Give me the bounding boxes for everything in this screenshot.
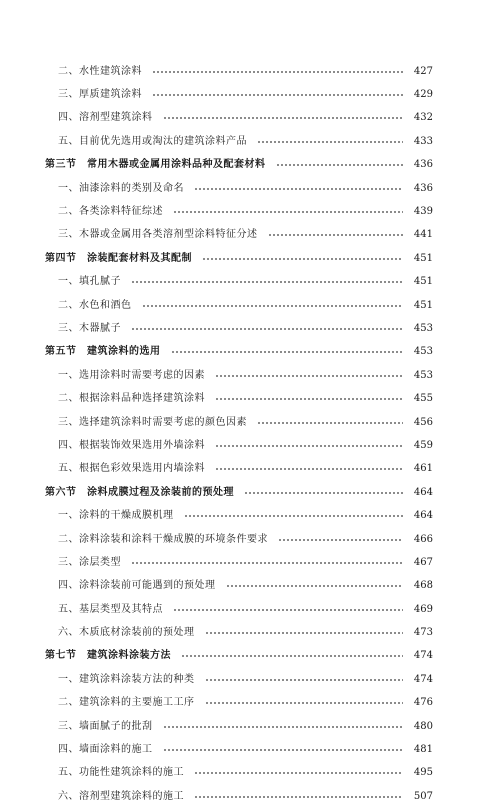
toc-page-number: 480 (413, 720, 433, 732)
toc-entry-title: 五、功能性建筑涂料的施工 (58, 767, 184, 779)
toc-item-row (0, 177, 477, 200)
dot-leader (173, 207, 403, 217)
toc-page-number: 436 (413, 159, 433, 171)
toc-entry-title: 一、选用涂料时需要考虑的因素 (58, 369, 205, 381)
toc-page-number: 461 (413, 463, 433, 475)
dot-leader (257, 137, 403, 147)
toc-item-row (0, 364, 477, 387)
toc-entry-title: 二、建筑涂料的主要施工工序 (58, 697, 195, 709)
dot-leader (181, 651, 403, 661)
table-of-contents (0, 60, 477, 809)
dot-leader (131, 324, 403, 334)
toc-page-number: 466 (413, 533, 433, 545)
toc-page-number: 441 (413, 229, 433, 241)
toc-section-row (0, 247, 477, 270)
toc-page-number: 467 (413, 556, 433, 568)
toc-page-number: 451 (413, 276, 433, 288)
toc-section-row (0, 645, 477, 668)
dot-leader (215, 371, 403, 381)
toc-page-number: 468 (413, 580, 433, 592)
toc-item-row (0, 738, 477, 761)
toc-entry-title: 五、基层类型及其特点 (58, 603, 163, 615)
toc-item-row (0, 762, 477, 785)
toc-page-number: 453 (413, 369, 433, 381)
toc-entry-title: 二、根据涂料品种选择建筑涂料 (58, 393, 205, 405)
toc-item-row (0, 434, 477, 457)
dot-leader (152, 90, 403, 100)
dot-leader (215, 464, 403, 474)
toc-entry-title: 第六节 涂料成膜过程及涂装前的预处理 (45, 486, 234, 498)
toc-section-row (0, 154, 477, 177)
dot-leader (194, 792, 403, 802)
toc-item-row (0, 458, 477, 481)
dot-leader (205, 628, 404, 638)
toc-item-row (0, 692, 477, 715)
toc-entry-title: 二、涂料涂装和涂料干燥成膜的环境条件要求 (58, 533, 268, 545)
toc-entry-title: 三、厚质建筑涂料 (58, 89, 142, 101)
toc-page-number: 474 (413, 673, 433, 685)
toc-page-number: 439 (413, 206, 433, 218)
toc-item-row (0, 200, 477, 223)
toc-entry-title: 五、根据色彩效果选用内墙涂料 (58, 463, 205, 475)
toc-entry-title: 六、木质底材涂装前的预处理 (58, 627, 195, 639)
dot-leader (194, 768, 403, 778)
toc-page-number: 436 (413, 182, 433, 194)
dot-leader (142, 301, 404, 311)
toc-page-number: 481 (413, 744, 433, 756)
toc-page-number: 433 (413, 135, 433, 147)
toc-page-number: 427 (413, 65, 433, 77)
toc-page-number: 453 (413, 346, 433, 358)
toc-entry-title: 第三节 常用木器或金属用涂料品种及配套材料 (45, 159, 266, 171)
toc-entry-title: 第五节 建筑涂料的选用 (45, 346, 161, 358)
toc-page-number: 429 (413, 89, 433, 101)
toc-entry-title: 四、涂料涂装前可能遇到的预处理 (58, 580, 216, 592)
toc-item-row (0, 130, 477, 153)
toc-item-row (0, 317, 477, 340)
toc-item-row (0, 598, 477, 621)
toc-entry-title: 二、水色和酒色 (58, 299, 132, 311)
toc-item-row (0, 387, 477, 410)
toc-page-number: 451 (413, 299, 433, 311)
toc-page-number: 464 (413, 486, 433, 498)
dot-leader (215, 394, 403, 404)
toc-item-row (0, 60, 477, 83)
dot-leader (205, 698, 404, 708)
toc-page-number: 451 (413, 252, 433, 264)
toc-entry-title: 四、溶剂型建筑涂料 (58, 112, 153, 124)
dot-leader (184, 511, 404, 521)
toc-item-row (0, 271, 477, 294)
toc-entry-title: 三、选择建筑涂料时需要考虑的颜色因素 (58, 416, 247, 428)
toc-item-row (0, 575, 477, 598)
toc-item-row (0, 107, 477, 130)
toc-page-number: 432 (413, 112, 433, 124)
toc-item-row (0, 551, 477, 574)
toc-item-row (0, 504, 477, 527)
toc-page-number: 473 (413, 627, 433, 639)
dot-leader (257, 418, 403, 428)
toc-page-number: 453 (413, 322, 433, 334)
toc-item-row (0, 83, 477, 106)
toc-entry-title: 三、木器或金属用各类溶剂型涂料特征分述 (58, 229, 258, 241)
toc-entry-title: 二、各类涂料特征综述 (58, 206, 163, 218)
toc-page-number: 459 (413, 439, 433, 451)
toc-entry-title: 六、溶剂型建筑涂料的施工 (58, 790, 184, 802)
toc-item-row (0, 621, 477, 644)
toc-entry-title: 四、墙面涂料的施工 (58, 744, 153, 756)
toc-entry-title: 二、水性建筑涂料 (58, 65, 142, 77)
toc-page-number: 464 (413, 510, 433, 522)
toc-entry-title: 四、根据装饰效果选用外墙涂料 (58, 439, 205, 451)
toc-entry-title: 三、木器腻子 (58, 322, 121, 334)
toc-page-number: 474 (413, 650, 433, 662)
dot-leader (215, 441, 403, 451)
dot-leader (163, 745, 404, 755)
toc-entry-title: 三、涂层类型 (58, 556, 121, 568)
dot-leader (268, 230, 404, 240)
toc-page-number: 476 (413, 697, 433, 709)
toc-item-row (0, 411, 477, 434)
toc-entry-title: 第七节 建筑涂料涂装方法 (45, 650, 171, 662)
toc-section-row (0, 341, 477, 364)
toc-section-row (0, 481, 477, 504)
toc-entry-title: 第四节 涂装配套材料及其配制 (45, 252, 192, 264)
toc-entry-title: 三、墙面腻子的批刮 (58, 720, 153, 732)
toc-entry-title: 五、目前优先选用或淘汰的建筑涂料产品 (58, 135, 247, 147)
dot-leader (244, 488, 403, 498)
dot-leader (205, 675, 404, 685)
dot-leader (173, 605, 403, 615)
dot-leader (202, 254, 403, 264)
toc-item-row (0, 785, 477, 808)
dot-leader (276, 160, 404, 170)
toc-page-number: 455 (413, 393, 433, 405)
dot-leader (194, 184, 403, 194)
toc-page-number: 456 (413, 416, 433, 428)
toc-entry-title: 一、涂料的干燥成膜机理 (58, 510, 174, 522)
toc-entry-title: 一、填孔腻子 (58, 276, 121, 288)
toc-item-row (0, 294, 477, 317)
toc-page-number: 507 (413, 790, 433, 802)
toc-item-row (0, 668, 477, 691)
dot-leader (226, 581, 404, 591)
dot-leader (131, 277, 403, 287)
dot-leader (163, 113, 404, 123)
dot-leader (152, 67, 403, 77)
toc-entry-title: 一、建筑涂料涂装方法的种类 (58, 673, 195, 685)
toc-item-row (0, 528, 477, 551)
toc-page-number: 495 (413, 767, 433, 779)
dot-leader (171, 347, 404, 357)
dot-leader (278, 535, 403, 545)
toc-item-row (0, 224, 477, 247)
dot-leader (131, 558, 403, 568)
toc-page-number: 469 (413, 603, 433, 615)
toc-entry-title: 一、油漆涂料的类别及命名 (58, 182, 184, 194)
